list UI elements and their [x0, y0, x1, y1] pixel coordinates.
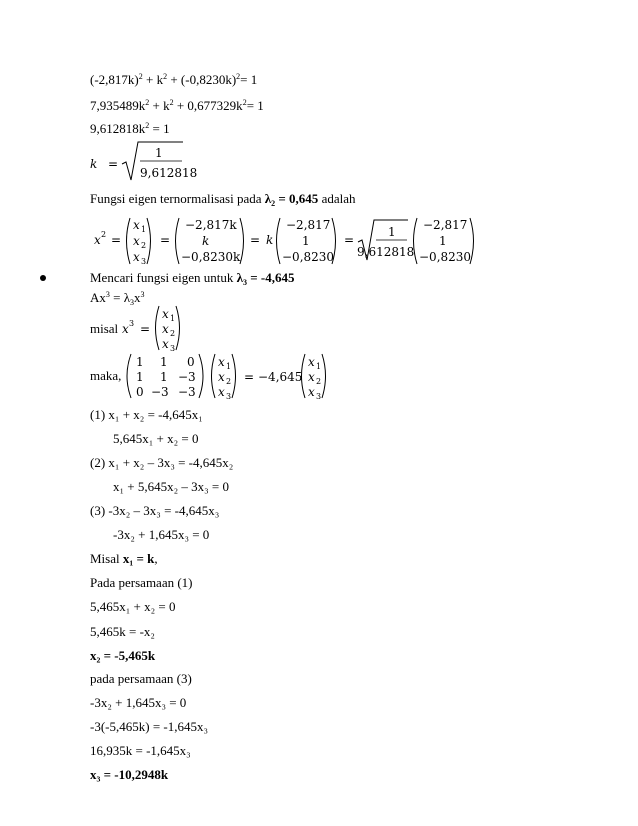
paren-right: [322, 354, 326, 398]
text: x₁ + x₂ – 3x₃ = -4,645x₂: [108, 455, 234, 470]
text: = 1: [149, 121, 170, 136]
sub: 2: [141, 241, 147, 250]
sup: 3: [129, 319, 135, 328]
paren-right: [176, 306, 180, 350]
text: Misal: [90, 551, 123, 566]
text: = 1: [240, 72, 258, 87]
paren-right: [199, 354, 203, 398]
x: x: [218, 385, 225, 399]
x: x: [133, 234, 140, 248]
entry: −2,817: [286, 218, 331, 232]
numerator: 1: [155, 146, 163, 160]
equals: =: [140, 322, 151, 336]
entry: 1: [136, 370, 144, 384]
equals: =: [250, 233, 261, 247]
text: -3x₂ + 1,645x₃ = 0: [113, 527, 210, 542]
paren-left: [127, 354, 131, 398]
paren-left: [176, 218, 180, 264]
entry: 1: [302, 234, 310, 248]
x: x: [218, 370, 225, 384]
lambda-value: = -4,645: [246, 270, 295, 285]
entry: 0: [136, 385, 144, 399]
text: (-2,817k): [90, 72, 139, 87]
entry: −2,817k: [185, 218, 237, 232]
entry: −3: [178, 385, 196, 399]
sup: 3: [105, 290, 110, 299]
sup: 2: [236, 72, 241, 81]
entry: 1: [136, 355, 144, 369]
paren-left: [127, 218, 131, 264]
text: -3(-5,465k) = -1,645x₃: [90, 719, 209, 734]
denominator: 9,612818: [140, 166, 198, 180]
normalized-vector-equation: [90, 212, 480, 270]
lambda-value: = 0,645: [275, 191, 319, 206]
sup: 2: [138, 72, 143, 81]
sup: 2: [145, 121, 150, 130]
text: x₃ = -10,2948k: [90, 767, 169, 782]
paren-right: [240, 218, 244, 264]
text: Fungsi eigen ternormalisasi pada: [90, 191, 265, 206]
step-3b: [90, 719, 208, 735]
text: 5,465x₁ + x₂ = 0: [90, 599, 176, 614]
text: 5,465k = -x₂: [90, 624, 155, 639]
sub: 1: [170, 314, 176, 323]
text: = λ: [109, 290, 131, 305]
equation-line-3: [90, 121, 170, 137]
entry: −0,8230k: [181, 250, 241, 264]
entry: −3: [178, 370, 196, 384]
lambda: λ: [236, 270, 243, 285]
k-formula: [88, 140, 198, 186]
text: pada persamaan (3): [90, 671, 192, 686]
misal-label: misal: [90, 321, 119, 336]
text: Ax: [90, 290, 106, 305]
text: + k: [142, 72, 164, 87]
x: x: [308, 385, 315, 399]
numerator: 1: [388, 225, 396, 239]
k-symbol: k: [266, 233, 274, 247]
equals: =: [111, 233, 122, 247]
step-3c: [90, 743, 191, 759]
lambda: λ: [264, 191, 272, 206]
x: x: [133, 250, 140, 264]
misal-vector: [88, 304, 198, 352]
sub: 2: [271, 199, 276, 208]
equation-3: [90, 503, 219, 519]
equals: =: [108, 157, 119, 171]
paren-left: [156, 306, 160, 350]
x: x: [218, 355, 225, 369]
equation-1b: [113, 431, 198, 447]
sub: 3: [130, 298, 135, 307]
equation-line-1: [90, 72, 257, 88]
sup: 2: [169, 98, 174, 107]
x: x: [308, 370, 315, 384]
equation-2: [90, 455, 233, 471]
equation-line-2: [90, 98, 264, 114]
text: -3x₂ – 3x₃ = -4,645x₃: [108, 503, 220, 518]
text: 9,612818k: [90, 121, 146, 136]
eq-number: (1): [90, 407, 109, 422]
entry: k: [202, 234, 210, 248]
pada-persamaan-1: [90, 575, 193, 591]
sub: 1: [226, 362, 232, 371]
text: + k: [149, 98, 170, 113]
misal-x1: [90, 551, 158, 567]
maka-label: maka,: [90, 368, 122, 383]
text: -3x₂ + 1,645x₃ = 0: [90, 695, 187, 710]
text: 16,935k = -1,645x₃: [90, 743, 191, 758]
paren-right: [147, 218, 151, 264]
text: x₂ = -5,465k: [90, 648, 156, 663]
entry: 1: [439, 234, 447, 248]
x: x: [133, 218, 140, 232]
equation-1: [90, 407, 203, 423]
sub: 3: [170, 344, 176, 352]
eq-number: (2): [90, 455, 109, 470]
text: + 0,677329k: [173, 98, 243, 113]
sub: 1: [316, 362, 322, 371]
sub: 3: [141, 257, 147, 266]
sub: 3: [226, 392, 232, 401]
eq-number: (3): [90, 503, 109, 518]
entry: 1: [160, 370, 168, 384]
text: 5,645x₁ + x₂ = 0: [113, 431, 199, 446]
text: Mencari fungsi eigen untuk: [90, 270, 237, 285]
entry: 0: [187, 355, 195, 369]
step-3a: [90, 695, 186, 711]
paren-left: [212, 354, 216, 398]
sub: 2: [170, 329, 176, 338]
matrix-equation: [88, 352, 338, 402]
text: x₁ + x₂ = -4,645x₁: [108, 407, 203, 422]
x: x: [162, 322, 169, 336]
sup: 2: [145, 98, 150, 107]
text: 7,935489k: [90, 98, 146, 113]
text: ,: [154, 551, 158, 566]
text: Pada persamaan (1): [90, 575, 193, 590]
sub: 3: [242, 278, 247, 287]
result-x2: [90, 648, 155, 664]
x: x: [308, 355, 315, 369]
lambda-value: −4,645: [258, 370, 303, 384]
sup: 2: [163, 72, 168, 81]
entry: 1: [160, 355, 168, 369]
step-1a: [90, 599, 175, 615]
equals: =: [160, 233, 171, 247]
entry: −3: [151, 385, 169, 399]
result-x3: [90, 767, 168, 783]
eigen-lambda3-heading: [90, 270, 294, 286]
k-symbol: k: [90, 157, 98, 171]
sub: 2: [226, 377, 232, 386]
bullet-icon: [40, 275, 46, 281]
normalized-eigen-heading: [90, 191, 355, 207]
sub: 2: [316, 377, 322, 386]
text: = 1: [246, 98, 264, 113]
sup: 2: [242, 98, 247, 107]
paren-left: [277, 218, 281, 264]
text: adalah: [318, 191, 356, 206]
sub: 1: [141, 225, 147, 234]
sup: 3: [140, 290, 145, 299]
pada-persamaan-3: [90, 671, 192, 687]
entry: −0,8230: [419, 250, 472, 264]
step-1b: [90, 624, 155, 640]
sub: 3: [316, 392, 322, 401]
text: x₁ + 5,645x₂ – 3x₃ = 0: [113, 479, 230, 494]
equals: =: [244, 370, 255, 384]
equation-3b: [113, 527, 209, 543]
x: x: [162, 307, 169, 321]
text: x: [134, 290, 141, 305]
text: x₁ = k: [122, 551, 155, 566]
paren-right: [232, 354, 236, 398]
entry: −2,817: [423, 218, 468, 232]
x-symbol: x: [94, 233, 101, 247]
text: + (-0,8230k): [167, 72, 237, 87]
sup: 2: [101, 230, 107, 239]
x-symbol: x: [122, 322, 129, 336]
x: x: [162, 337, 169, 351]
equals: =: [344, 233, 355, 247]
entry: −0,8230: [282, 250, 335, 264]
equation-2b: [113, 479, 229, 495]
denominator: 9,612818: [357, 245, 415, 259]
